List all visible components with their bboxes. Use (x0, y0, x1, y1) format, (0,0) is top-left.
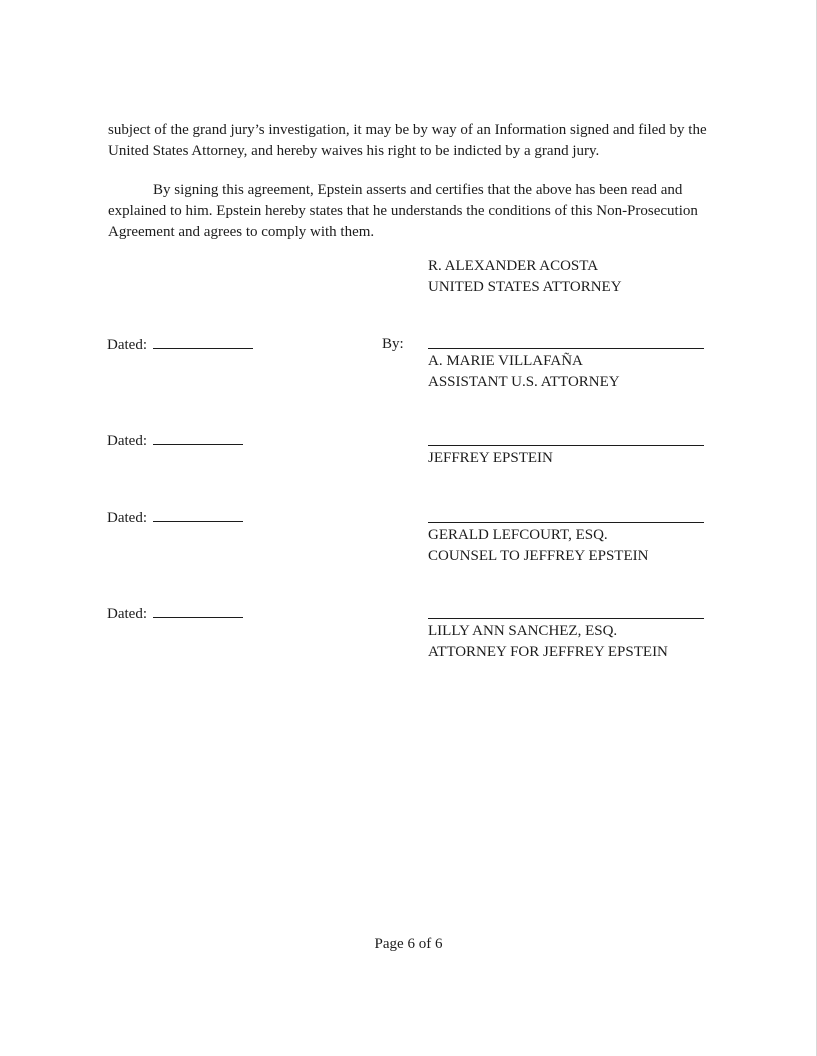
by-label: By: (382, 336, 404, 352)
dated-field-1 (107, 334, 253, 356)
signatory-name: JEFFREY EPSTEIN (428, 450, 553, 466)
us-attorney-title: UNITED STATES ATTORNEY (428, 279, 622, 295)
page-number: Page 6 of 6 (374, 936, 443, 952)
dated-label: Dated: (107, 337, 147, 353)
date-blank-line (153, 603, 243, 618)
us-attorney-name: R. ALEXANDER ACOSTA (428, 258, 599, 274)
dated-field-2 (107, 430, 243, 452)
signatory-title: ATTORNEY FOR JEFFREY EPSTEIN (428, 644, 668, 660)
signature-line-2 (428, 445, 704, 446)
dated-field-4 (107, 603, 243, 625)
signatory-block-3 (428, 525, 648, 567)
dated-label: Dated: (107, 606, 147, 622)
date-blank-line (153, 334, 253, 349)
signatory-title: COUNSEL TO JEFFREY EPSTEIN (428, 548, 649, 564)
signatory-title: ASSISTANT U.S. ATTORNEY (428, 374, 620, 390)
signatory-name: LILLY ANN SANCHEZ, ESQ. (428, 623, 618, 639)
dated-label: Dated: (107, 433, 147, 449)
signature-line-3 (428, 522, 704, 523)
body-paragraph-1: subject of the grand jury’s investigation, it may be by way of an Information signed and filed by the United States Attorney, and hereby waives his right to be indicted by a grand jury. (108, 122, 707, 159)
signatory-name: GERALD LEFCOURT, ESQ. (428, 527, 608, 543)
date-blank-line (153, 430, 243, 445)
signatory-block-2 (428, 448, 553, 469)
signature-line-1 (428, 348, 704, 349)
dated-field-3 (107, 507, 243, 529)
signatory-block-4 (428, 621, 668, 663)
signatory-name: A. MARIE VILLAFAÑA (428, 353, 583, 369)
dated-label: Dated: (107, 510, 147, 526)
body-paragraph-2: By signing this agreement, Epstein asserts and certifies that the above has been read and explained to him. Epstein hereby states that he understands the conditions of this Non-Prosecution Agreement and agrees to comply with them. (108, 182, 698, 240)
signatory-block-1 (428, 351, 620, 393)
signature-line-4 (428, 618, 704, 619)
us-attorney-block (428, 256, 622, 298)
date-blank-line (153, 507, 243, 522)
